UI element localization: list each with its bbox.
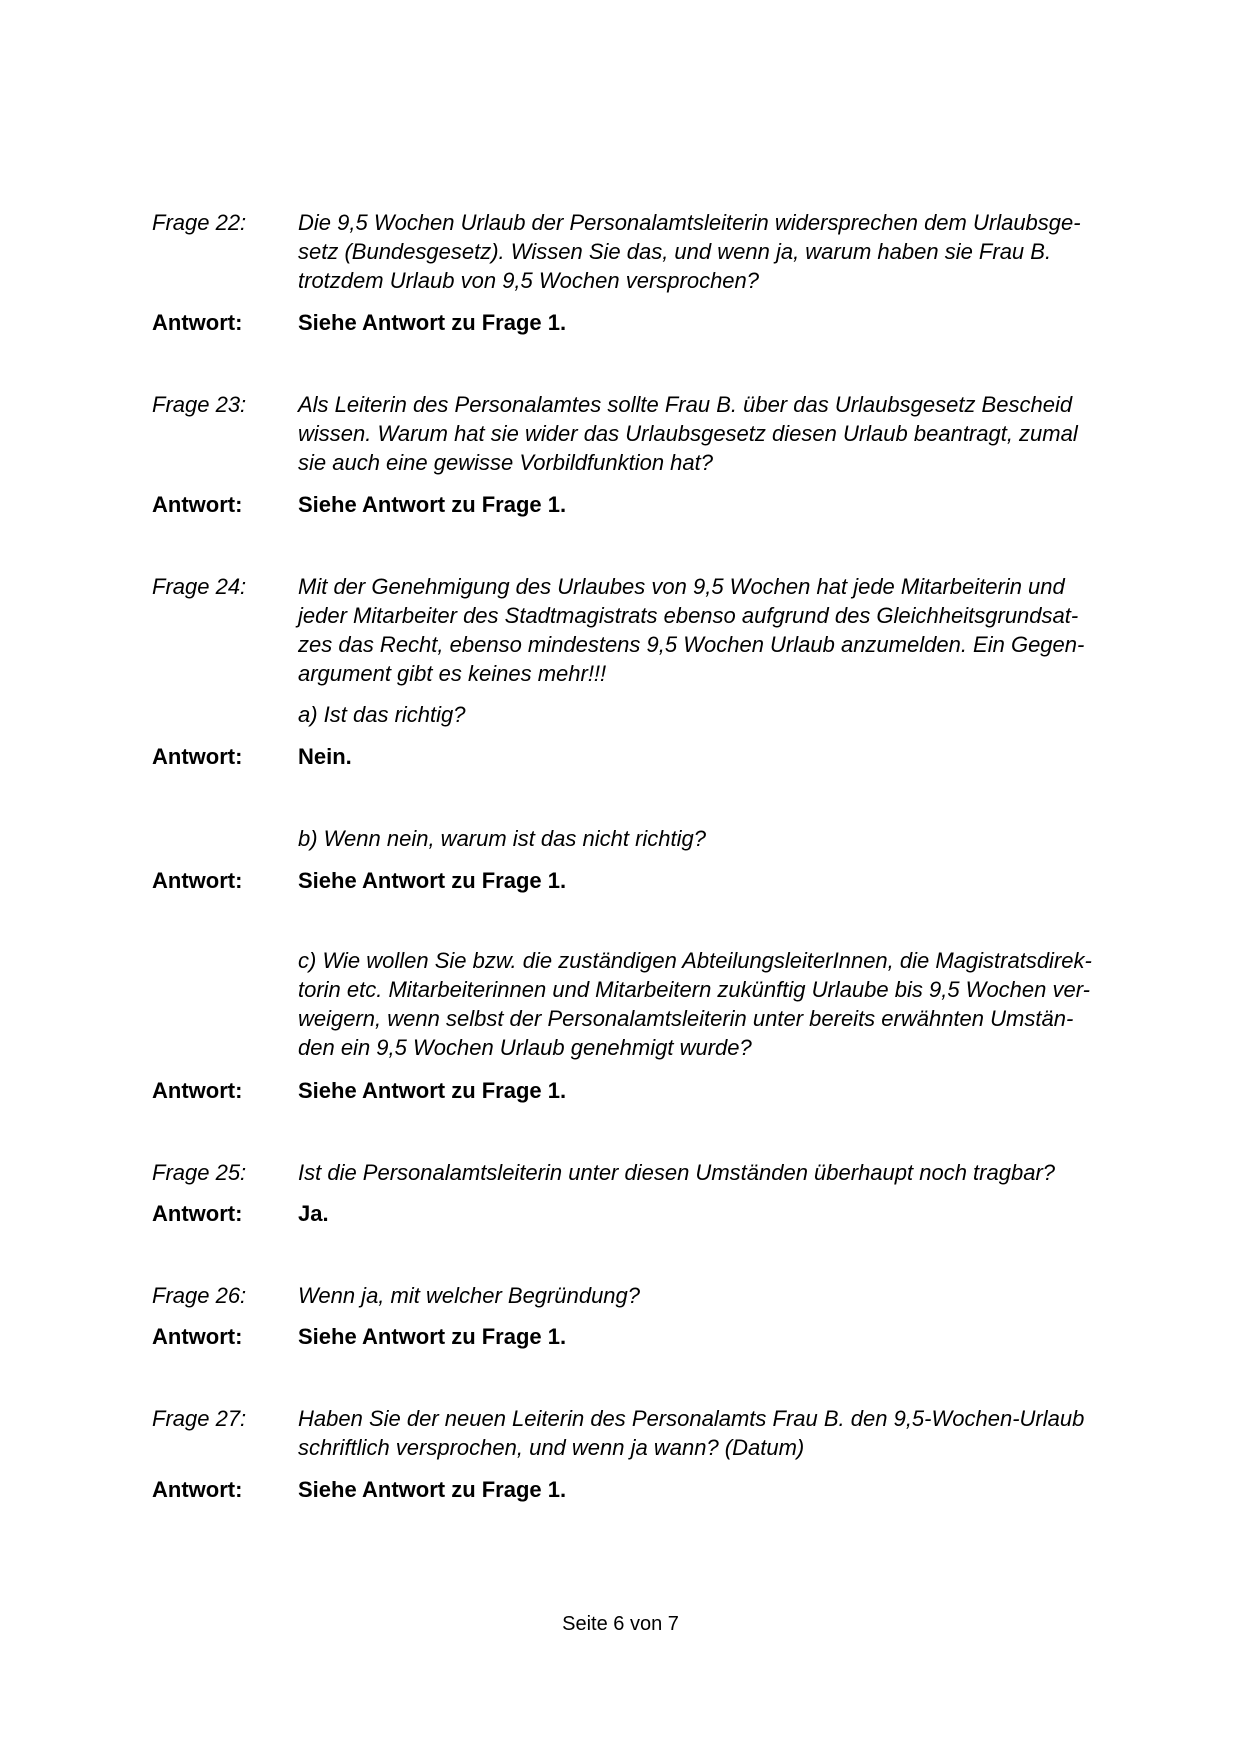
answer-text: Siehe Antwort zu Frage 1. — [298, 492, 567, 517]
answer-label: Antwort: — [152, 1201, 243, 1226]
question-text: Als Leiterin des Personalamtes sollte Frau B. über das Urlaubsgesetz Bescheid wissen. Warum hat sie wider das Urlaubsgesetz diesen Urlaub beantragt, zumal sie auch eine gewisse Vorbildfunktion hat? — [298, 392, 1078, 475]
answer-label: Antwort: — [152, 744, 243, 769]
answer-label: Antwort: — [152, 1324, 243, 1349]
question-label: Frage 25: — [152, 1160, 247, 1185]
question-text: c) Wie wollen Sie bzw. die zuständigen AbteilungsleiterInnen, die Magistratsdirek- torin etc. Mitarbeiterinnen und Mitarbeitern zukünftig Urlaube bis 9,5 Wochen ver- weigern, wenn selbst der Personalamtsleiterin unter bereits erwähnten Umstän- den ein 9,5 Wochen Urlaub genehmigt wurde? — [298, 948, 1092, 1060]
answer-text: Siehe Antwort zu Frage 1. — [298, 1324, 567, 1349]
question-label: Frage 24: — [152, 574, 247, 599]
question-text: Die 9,5 Wochen Urlaub der Personalamtsleiterin widersprechen dem Urlaubsge- setz (Bundesgesetz). Wissen Sie das, und wenn ja, warum haben sie Frau B. trotzdem Urlaub von 9,5 Wochen versprochen? — [298, 210, 1081, 293]
answer-text: Siehe Antwort zu Frage 1. — [298, 1078, 567, 1103]
question-label: Frage 23: — [152, 392, 247, 417]
answer-text: Nein. — [298, 744, 352, 769]
page-number: Seite 6 von 7 — [562, 1613, 679, 1635]
question-label: Frage 22: — [152, 210, 247, 235]
answer-text: Siehe Antwort zu Frage 1. — [298, 310, 567, 335]
question-text: Wenn ja, mit welcher Begründung? — [298, 1283, 641, 1308]
answer-text: Siehe Antwort zu Frage 1. — [298, 1477, 567, 1502]
answer-text: Ja. — [298, 1201, 329, 1226]
answer-text: Siehe Antwort zu Frage 1. — [298, 868, 567, 893]
answer-label: Antwort: — [152, 492, 243, 517]
answer-label: Antwort: — [152, 1078, 243, 1103]
answer-label: Antwort: — [152, 868, 243, 893]
question-text: a) Ist das richtig? — [298, 702, 466, 727]
question-label: Frage 26: — [152, 1283, 247, 1308]
question-label: Frage 27: — [152, 1406, 247, 1431]
answer-label: Antwort: — [152, 310, 243, 335]
question-text: b) Wenn nein, warum ist das nicht richtig? — [298, 826, 706, 851]
question-text: Haben Sie der neuen Leiterin des Personalamts Frau B. den 9,5-Wochen-Urlaub schriftlich versprochen, und wenn ja wann? (Datum) — [298, 1406, 1085, 1460]
answer-label: Antwort: — [152, 1477, 243, 1502]
question-text: Mit der Genehmigung des Urlaubes von 9,5 Wochen hat jede Mitarbeiterin und jeder Mitarbeiter des Stadtmagistrats ebenso aufgrund des Gleichheitsgrundsat- zes das Recht, ebenso mindestens 9,5 Wochen Urlaub anzumelden. Ein Gegen- argument gibt es keines mehr!!! — [298, 574, 1085, 686]
question-text: Ist die Personalamtsleiterin unter diesen Umständen überhaupt noch tragbar? — [298, 1160, 1056, 1185]
